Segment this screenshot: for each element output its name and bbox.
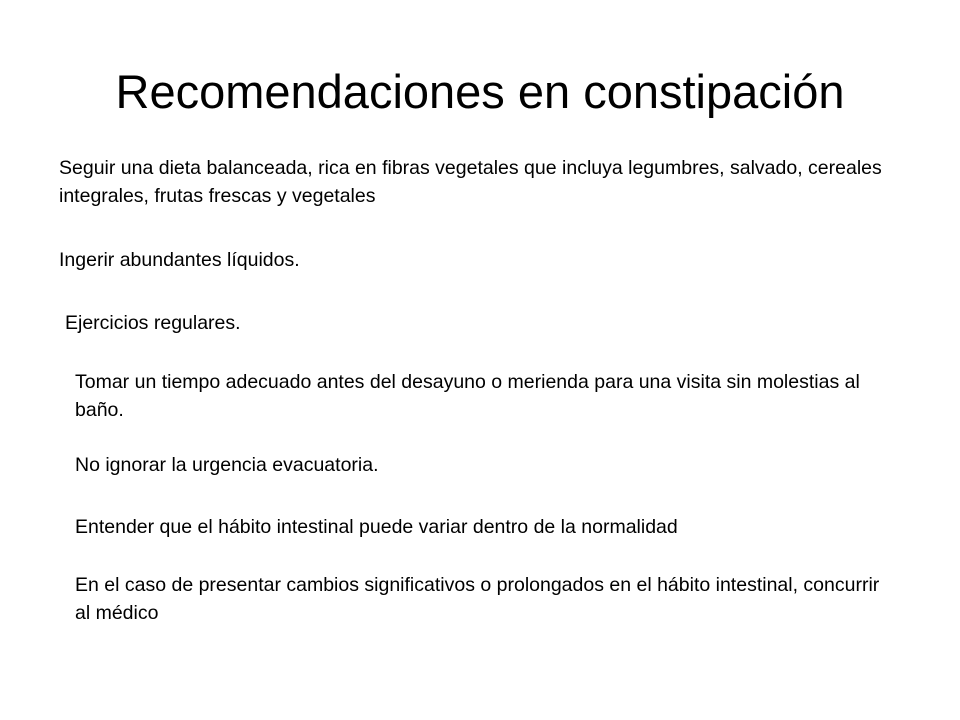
recommendation-bathroom-time: Tomar un tiempo adecuado antes del desayuno o merienda para una visita sin molestias al baño. xyxy=(75,371,860,421)
recommendation-fluids: Ingerir abundantes líquidos. xyxy=(59,249,300,271)
recommendation-exercise: Ejercicios regulares. xyxy=(65,312,241,334)
recommendation-normal-variation: Entender que el hábito intestinal puede variar dentro de la normalidad xyxy=(75,516,678,538)
recommendation-diet: Seguir una dieta balanceada, rica en fibras vegetales que incluya legumbres, salvado, cereales integrales, frutas frescas y vegetales xyxy=(59,157,882,207)
recommendation-urgency: No ignorar la urgencia evacuatoria. xyxy=(75,454,379,476)
recommendation-see-doctor: En el caso de presentar cambios significativos o prolongados en el hábito intestinal, concurrir al médico xyxy=(75,574,880,624)
slide-title: Recomendaciones en constipación xyxy=(115,65,845,118)
